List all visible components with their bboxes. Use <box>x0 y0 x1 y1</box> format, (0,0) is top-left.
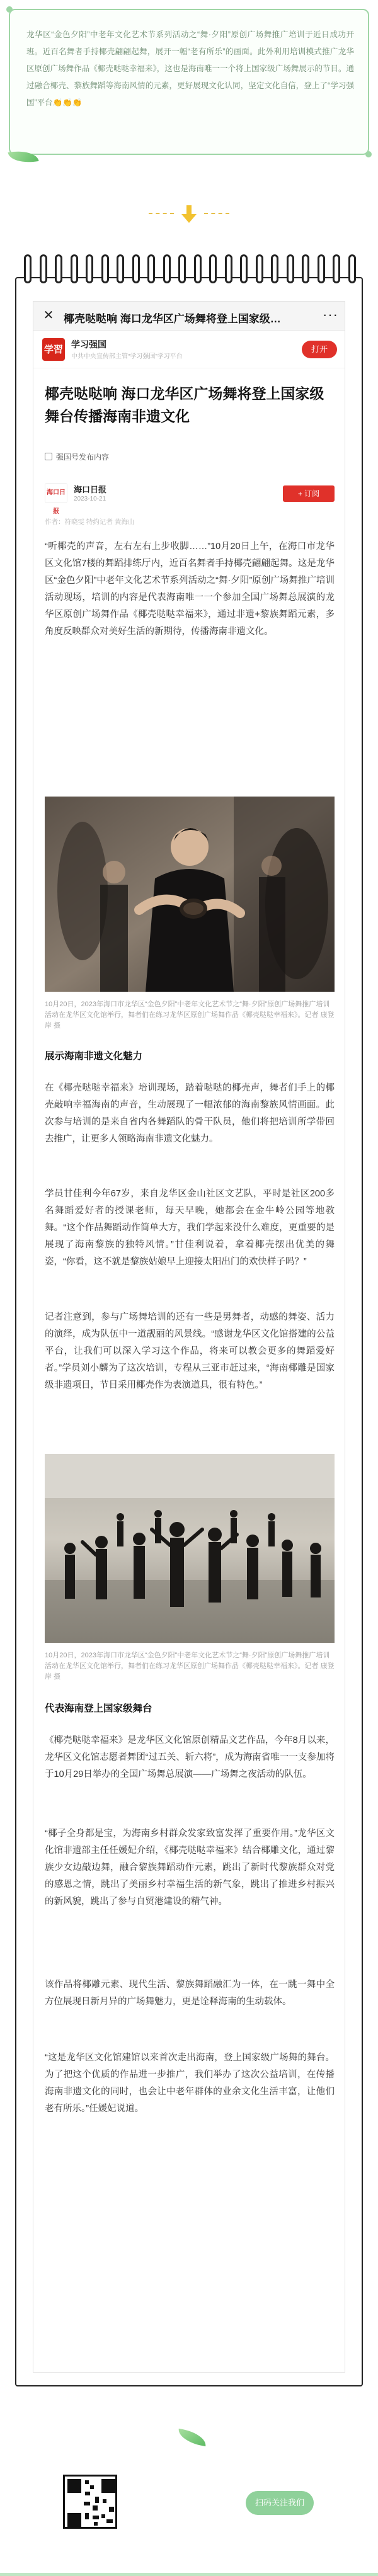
spiral-ring <box>348 254 356 283</box>
intro-box <box>9 9 369 155</box>
spiral-ring <box>117 254 124 283</box>
paragraph: 《椰壳哒哒幸福来》是龙华区文化馆原创精品文艺作品，今年8月以来，龙华区文化馆志愿者舞团“过五关、斩六将”，成为海南省唯一一支参加将于10月29日举办的全国广场舞总展演——广场舞之夜活动的队伍。 <box>45 1735 335 1779</box>
section-heading: 展示海南非遗文化魅力 <box>45 1051 143 1062</box>
qr-cell <box>67 2513 81 2527</box>
source-bar <box>45 479 335 515</box>
qr-cell <box>101 2514 105 2518</box>
arrow-down-icon <box>180 204 198 224</box>
spiral-ring <box>318 254 325 283</box>
qr-cell <box>101 2479 115 2493</box>
spiral-ring <box>240 254 248 283</box>
qr-cell <box>85 2480 89 2484</box>
spiral-ring <box>163 254 171 283</box>
paragraph: 该作品将椰雕元素、现代生活、黎族舞蹈融汇为一体，在一跳一舞中全方位展现日新月异的广场舞魅力，更是诠释海南的生动载体。 <box>45 1980 335 2007</box>
document-icon <box>45 453 52 460</box>
qr-cell <box>103 2499 106 2503</box>
source-name: 海口日报 <box>74 485 107 494</box>
section-heading: 代表海南登上国家级舞台 <box>45 1703 152 1714</box>
qr-cell <box>85 2513 89 2519</box>
article-title: 椰壳哒哒响 海口龙华区广场舞将登上国家级舞台传播海南非遗文化 <box>45 385 324 424</box>
account-name: 学习强国 <box>71 339 106 349</box>
nav-title: 椰壳哒哒响 海口龙华区广场舞将登上国家级… <box>64 313 281 325</box>
corner-dot <box>6 6 13 13</box>
qr-cell <box>94 2522 98 2526</box>
photo-dancers-1 <box>45 797 335 992</box>
intro-text <box>26 26 354 111</box>
byline: 作者：符晓雯 特约记者 黄海山 <box>45 518 135 526</box>
close-icon[interactable]: ✕ <box>43 309 54 322</box>
account-desc: 中共中央宣传部主管“学习强国”学习平台 <box>71 353 183 360</box>
spiral-ring <box>71 254 78 283</box>
corner-dot <box>365 151 372 157</box>
spiral-ring <box>147 254 155 283</box>
paragraph: 在《椰壳哒哒幸福来》培训现场，踏着哒哒的椰壳声，舞者们手上的椰壳敲响幸福海南的声音，生动展现了一幅浓郁的海南黎族风情画面。此次参与培训的是来自省内各舞蹈队的骨干队员，他们将把培训所学带回去推广，让更多人领略海南非遗文化魅力。 <box>45 1083 335 1144</box>
qr-cell <box>84 2502 90 2505</box>
open-button[interactable]: 打开 <box>302 341 337 358</box>
qr-cell <box>90 2485 94 2489</box>
dash-right <box>204 213 229 214</box>
paragraph: “椰子全身都是宝，为海南乡村群众发家致富发挥了重要作用。”龙华区文化馆非遗部主任任媛妃介绍，《椰壳哒哒幸福来》结合椰雕文化，通过黎族少女边敲边舞，融合黎族舞蹈动作元素，跳出了新时代黎族群众对党的感恩之情，跳出了美丽乡村幸福生活的新气象，跳出了推进乡村振兴的新风貌，跳出了参与自贸港建设的精气神。 <box>45 1829 335 1907</box>
paragraph: “这是龙华区文化馆建馆以来首次走出海南，登上国家级广场舞的舞台。为了把这个优质的作品进一步推广，我们举办了这次公益培训，在传播海南非遗文化的同时，也会让中老年群体的业余文化生活丰富，让他们老有所乐。”任媛妃说道。 <box>45 2053 335 2114</box>
spiral-binding <box>15 254 363 292</box>
article-tag <box>45 451 109 462</box>
spiral-ring <box>55 254 62 283</box>
photo-dancers-2 <box>45 1454 335 1643</box>
spiral-ring <box>132 254 140 283</box>
spiral-ring <box>86 254 93 283</box>
paragraph: 学员甘佳利今年67岁，来自龙华区金山社区文艺队，平时是社区200多名舞蹈爱好者的授课老师，每天早晚，她都会在金牛岭公园等地教舞。“这个作品舞蹈动作简单大方，我们学起来没什么难度，更重要的是展现了海南黎族的独特风情。”甘佳利说着，拿着椰壳摆出优美的舞姿，“你看，这不就是黎族姑娘早上迎接太阳出门的欢快样子吗？” <box>45 1189 335 1267</box>
bottom-bar <box>0 2573 378 2576</box>
qr-cell <box>106 2519 113 2523</box>
arrow-divider <box>0 199 378 230</box>
source-date: 2023-10-21 <box>74 496 106 502</box>
qr-cell <box>109 2507 114 2512</box>
paragraph: “听椰壳的声音，左右左右上步收脚……”10月20日上午，在海口市龙华区文化馆7楼的舞蹈排练厅内，近百名舞者手持椰壳翩翩起舞。这是龙华区“金色夕阳”中老年文化艺术节系列活动之“舞·夕阳”原创广场舞推广培训活动现场，培训的内容是代表海南唯一一个参加全国广场舞总展演的龙华区原创广场舞作品《椰壳哒哒幸福来》，通过非遗+黎族舞蹈元素，多角度反映群众对美好生活的新期待，传播海南非遗文化。 <box>45 542 335 637</box>
account-bar <box>33 331 345 368</box>
spiral-ring <box>302 254 309 283</box>
qr-code <box>63 2475 117 2529</box>
paragraph: 记者注意到，参与广场舞培训的还有一些是男舞者，动感的舞姿、活力的演绎，成为队伍中一道靓丽的风景线。“感谢龙华区文化馆搭建的公益平台，让我们可以深入学习这个作品，将来可以教会更多的舞蹈爱好者。”学员刘小麟为了这次培训，专程从三亚市赶过来，“海南椰雕是国家级非遗项目，节目采用椰壳作为表演道具，很有特色。” <box>45 1312 335 1390</box>
tag-label: 强国号发布内容 <box>56 453 110 462</box>
nav-bar <box>33 302 345 331</box>
spiral-ring <box>225 254 232 283</box>
qr-cell <box>85 2492 90 2495</box>
spiral-ring <box>287 254 294 283</box>
article-screenshot <box>33 301 345 2373</box>
spiral-ring <box>24 254 32 283</box>
dash-left <box>149 213 174 214</box>
subscribe-button[interactable]: + 订阅 <box>283 485 335 502</box>
photo-caption: 10月20日，2023年海口市龙华区“金色夕阳”中老年文化艺术节之“舞·夕阳”原创广场舞推广培训活动在龙华区文化馆举行，舞者们在练习龙华区原创广场舞作品《椰壳哒哒幸福来》。记者 康登岸 摄 <box>45 1652 335 1681</box>
qr-cell <box>95 2497 99 2503</box>
spiral-ring <box>333 254 340 283</box>
leaf-icon <box>177 2429 208 2446</box>
footer <box>0 2431 378 2576</box>
qr-cell <box>67 2479 81 2493</box>
photo-image <box>45 797 335 992</box>
photo-caption: 10月20日，2023年海口市龙华区“金色夕阳”中老年文化艺术节之“舞·夕阳”原创广场舞推广培训活动在龙华区文化馆举行，舞者们在练习龙华区原创广场舞作品《椰壳哒哒幸福来》。记者 康登岸 摄 <box>45 1001 335 1030</box>
spiral-ring <box>40 254 47 283</box>
follow-button[interactable]: 扫码关注我们 <box>246 2491 314 2515</box>
spiral-ring <box>256 254 263 283</box>
qr-cell <box>93 2516 99 2519</box>
spiral-ring <box>271 254 278 283</box>
source-logo: 海口日报 <box>45 483 67 503</box>
qr-cell <box>93 2505 98 2511</box>
spiral-ring <box>101 254 109 283</box>
clap-emoji: 👏👏👏 <box>52 98 83 107</box>
xuexi-logo: 学習 <box>42 338 65 361</box>
intro-body: 龙华区“金色夕阳”中老年文化艺术节系列活动之“舞·夕阳”原创广场舞推广培训于近日成功开班。近百名舞者手持椰壳翩翩起舞，展开一幅“老有所乐”的画面。此外利用培训模式推广龙华区原创广场舞作品《椰壳哒哒幸福来》，这也是海南唯一一个将上国家级广场舞展示的节目。通过融合椰壳、黎族舞蹈等海南风情的元素，更好展现文化认同，坚定文化自信，登上了“学习强国”平台 <box>26 30 354 107</box>
spiral-ring <box>209 254 217 283</box>
photo-image <box>45 1454 335 1643</box>
spiral-ring <box>178 254 186 283</box>
more-icon[interactable]: ··· <box>323 307 338 322</box>
spiral-ring <box>194 254 202 283</box>
